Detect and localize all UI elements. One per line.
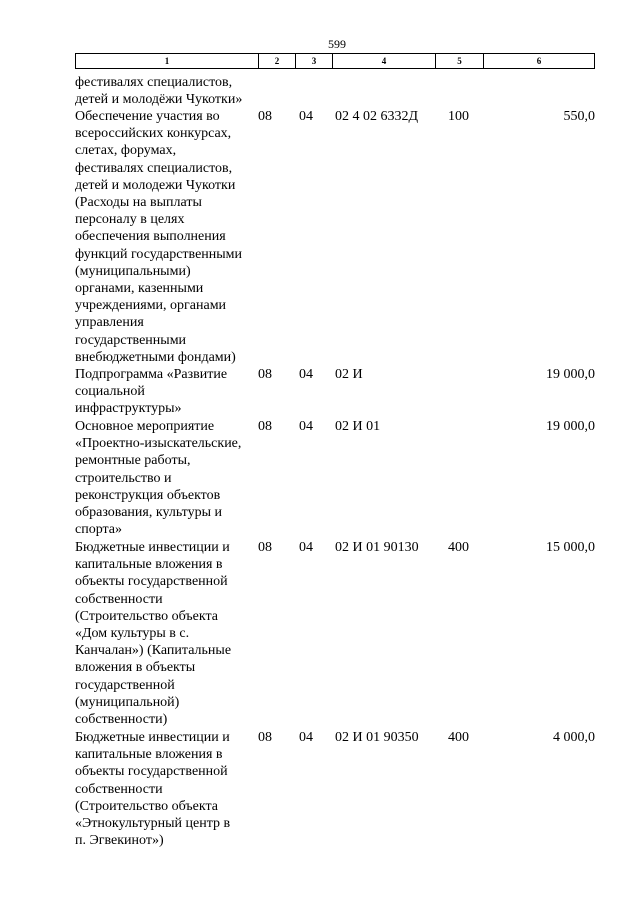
column-header-3: 3 bbox=[296, 54, 333, 69]
row-description-line: управления bbox=[75, 315, 144, 331]
row-description-line: органами, казенными bbox=[75, 281, 204, 297]
subsection-code: 04 bbox=[299, 109, 313, 124]
row-description-line: (Расходы на выплаты bbox=[75, 195, 202, 211]
amount: 19 000,0 bbox=[546, 367, 595, 382]
row-description-line: строительство и bbox=[75, 470, 172, 486]
row-description-line: объекты государственной bbox=[75, 764, 228, 780]
row-description-line: «Дом культуры в с. bbox=[75, 626, 190, 642]
target-article-code: 02 И 01 90130 bbox=[335, 540, 419, 555]
subsection-code: 04 bbox=[299, 730, 313, 745]
row-description-line: собственности bbox=[75, 591, 163, 607]
column-header-table bbox=[75, 53, 595, 69]
subsection-code: 04 bbox=[299, 419, 313, 434]
column-header-row bbox=[76, 54, 595, 69]
column-header-6: 6 bbox=[484, 54, 595, 69]
row-description bbox=[75, 729, 260, 849]
subsection-code: 04 bbox=[299, 367, 313, 382]
row-description-line: детей и молодежи Чукотки bbox=[75, 177, 236, 193]
row-description-line: собственности bbox=[75, 781, 163, 797]
column-header-1: 1 bbox=[76, 54, 259, 69]
expense-type-code: 400 bbox=[448, 730, 469, 745]
row-description-line: внебюджетными фондами) bbox=[75, 349, 236, 365]
row-description-line: «Этнокультурный центр в bbox=[75, 816, 231, 832]
row-description-line: п. Эгвекинот») bbox=[75, 833, 164, 849]
column-header-4: 4 bbox=[333, 54, 436, 69]
section-code: 08 bbox=[258, 109, 272, 124]
expense-type-code: 400 bbox=[448, 540, 469, 555]
amount: 19 000,0 bbox=[546, 419, 595, 434]
row-description-line: обеспечения выполнения bbox=[75, 229, 226, 245]
page-number: 599 bbox=[328, 37, 346, 51]
row-description-line: Бюджетные инвестиции и bbox=[75, 540, 230, 555]
row-description-line: образования, культуры и bbox=[75, 505, 223, 521]
amount: 550,0 bbox=[563, 109, 595, 124]
expense-type-code: 100 bbox=[448, 109, 469, 124]
row-description-line: Канчалан») (Капитальные bbox=[75, 643, 232, 659]
subsection-code: 04 bbox=[299, 540, 313, 555]
row-description-line: капитальные вложения в bbox=[75, 747, 223, 763]
row-description-line: инфраструктуры» bbox=[75, 401, 182, 417]
column-header-5: 5 bbox=[436, 54, 484, 69]
row-description-line: (муниципальной) bbox=[75, 694, 180, 710]
row-description-line: слетах, форумах, bbox=[75, 143, 177, 159]
row-description-line: государственной bbox=[75, 677, 175, 693]
row-description-line: персоналу в целях bbox=[75, 212, 185, 228]
row-description-line: социальной bbox=[75, 384, 145, 400]
target-article-code: 02 И 01 bbox=[335, 419, 381, 434]
row-description-line: Бюджетные инвестиции и bbox=[75, 730, 230, 745]
row-description-line: государственными bbox=[75, 332, 187, 348]
target-article-code: 02 И bbox=[335, 367, 363, 382]
row-description bbox=[75, 539, 260, 728]
row-description bbox=[75, 418, 260, 538]
row-description-line: спорта» bbox=[75, 522, 123, 538]
section-code: 08 bbox=[258, 419, 272, 434]
row-description-line: реконструкция объектов bbox=[75, 487, 221, 503]
section-code: 08 bbox=[258, 367, 272, 382]
target-article-code: 02 И 01 90350 bbox=[335, 730, 419, 745]
row-description-line: Подпрограмма «Развитие bbox=[75, 367, 228, 382]
row-description-line: фестивалях специалистов, bbox=[75, 160, 233, 176]
row-description-line: объекты государственной bbox=[75, 574, 228, 590]
row-description-line: «Проектно-изыскательские, bbox=[75, 436, 242, 452]
row-description-line: детей и молодёжи Чукотки» bbox=[75, 92, 243, 108]
row-description-line: (муниципальными) bbox=[75, 263, 191, 279]
amount: 4 000,0 bbox=[553, 730, 595, 745]
row-description-line: функций государственными bbox=[75, 246, 243, 262]
row-description-line: Обеспечение участия во bbox=[75, 109, 220, 124]
row-description-line: всероссийских конкурсах, bbox=[75, 126, 232, 142]
section-code: 08 bbox=[258, 540, 272, 555]
row-description-line: учреждениями, органами bbox=[75, 298, 227, 314]
row-description-line: капитальные вложения в bbox=[75, 557, 223, 573]
row-description-line: (Строительство объекта bbox=[75, 608, 218, 624]
target-article-code: 02 4 02 6332Д bbox=[335, 109, 419, 124]
row-description bbox=[75, 74, 260, 108]
row-description-line: собственности) bbox=[75, 712, 168, 728]
row-description-line: вложения в объекты bbox=[75, 660, 196, 676]
row-description-line: ремонтные работы, bbox=[75, 453, 191, 469]
column-header-2: 2 bbox=[259, 54, 296, 69]
row-description-line: фестивалях специалистов, bbox=[75, 75, 233, 90]
row-description-line: Основное мероприятие bbox=[75, 419, 215, 434]
row-description bbox=[75, 366, 260, 418]
amount: 15 000,0 bbox=[546, 540, 595, 555]
row-description-line: (Строительство объекта bbox=[75, 798, 218, 814]
section-code: 08 bbox=[258, 730, 272, 745]
row-description bbox=[75, 108, 260, 366]
